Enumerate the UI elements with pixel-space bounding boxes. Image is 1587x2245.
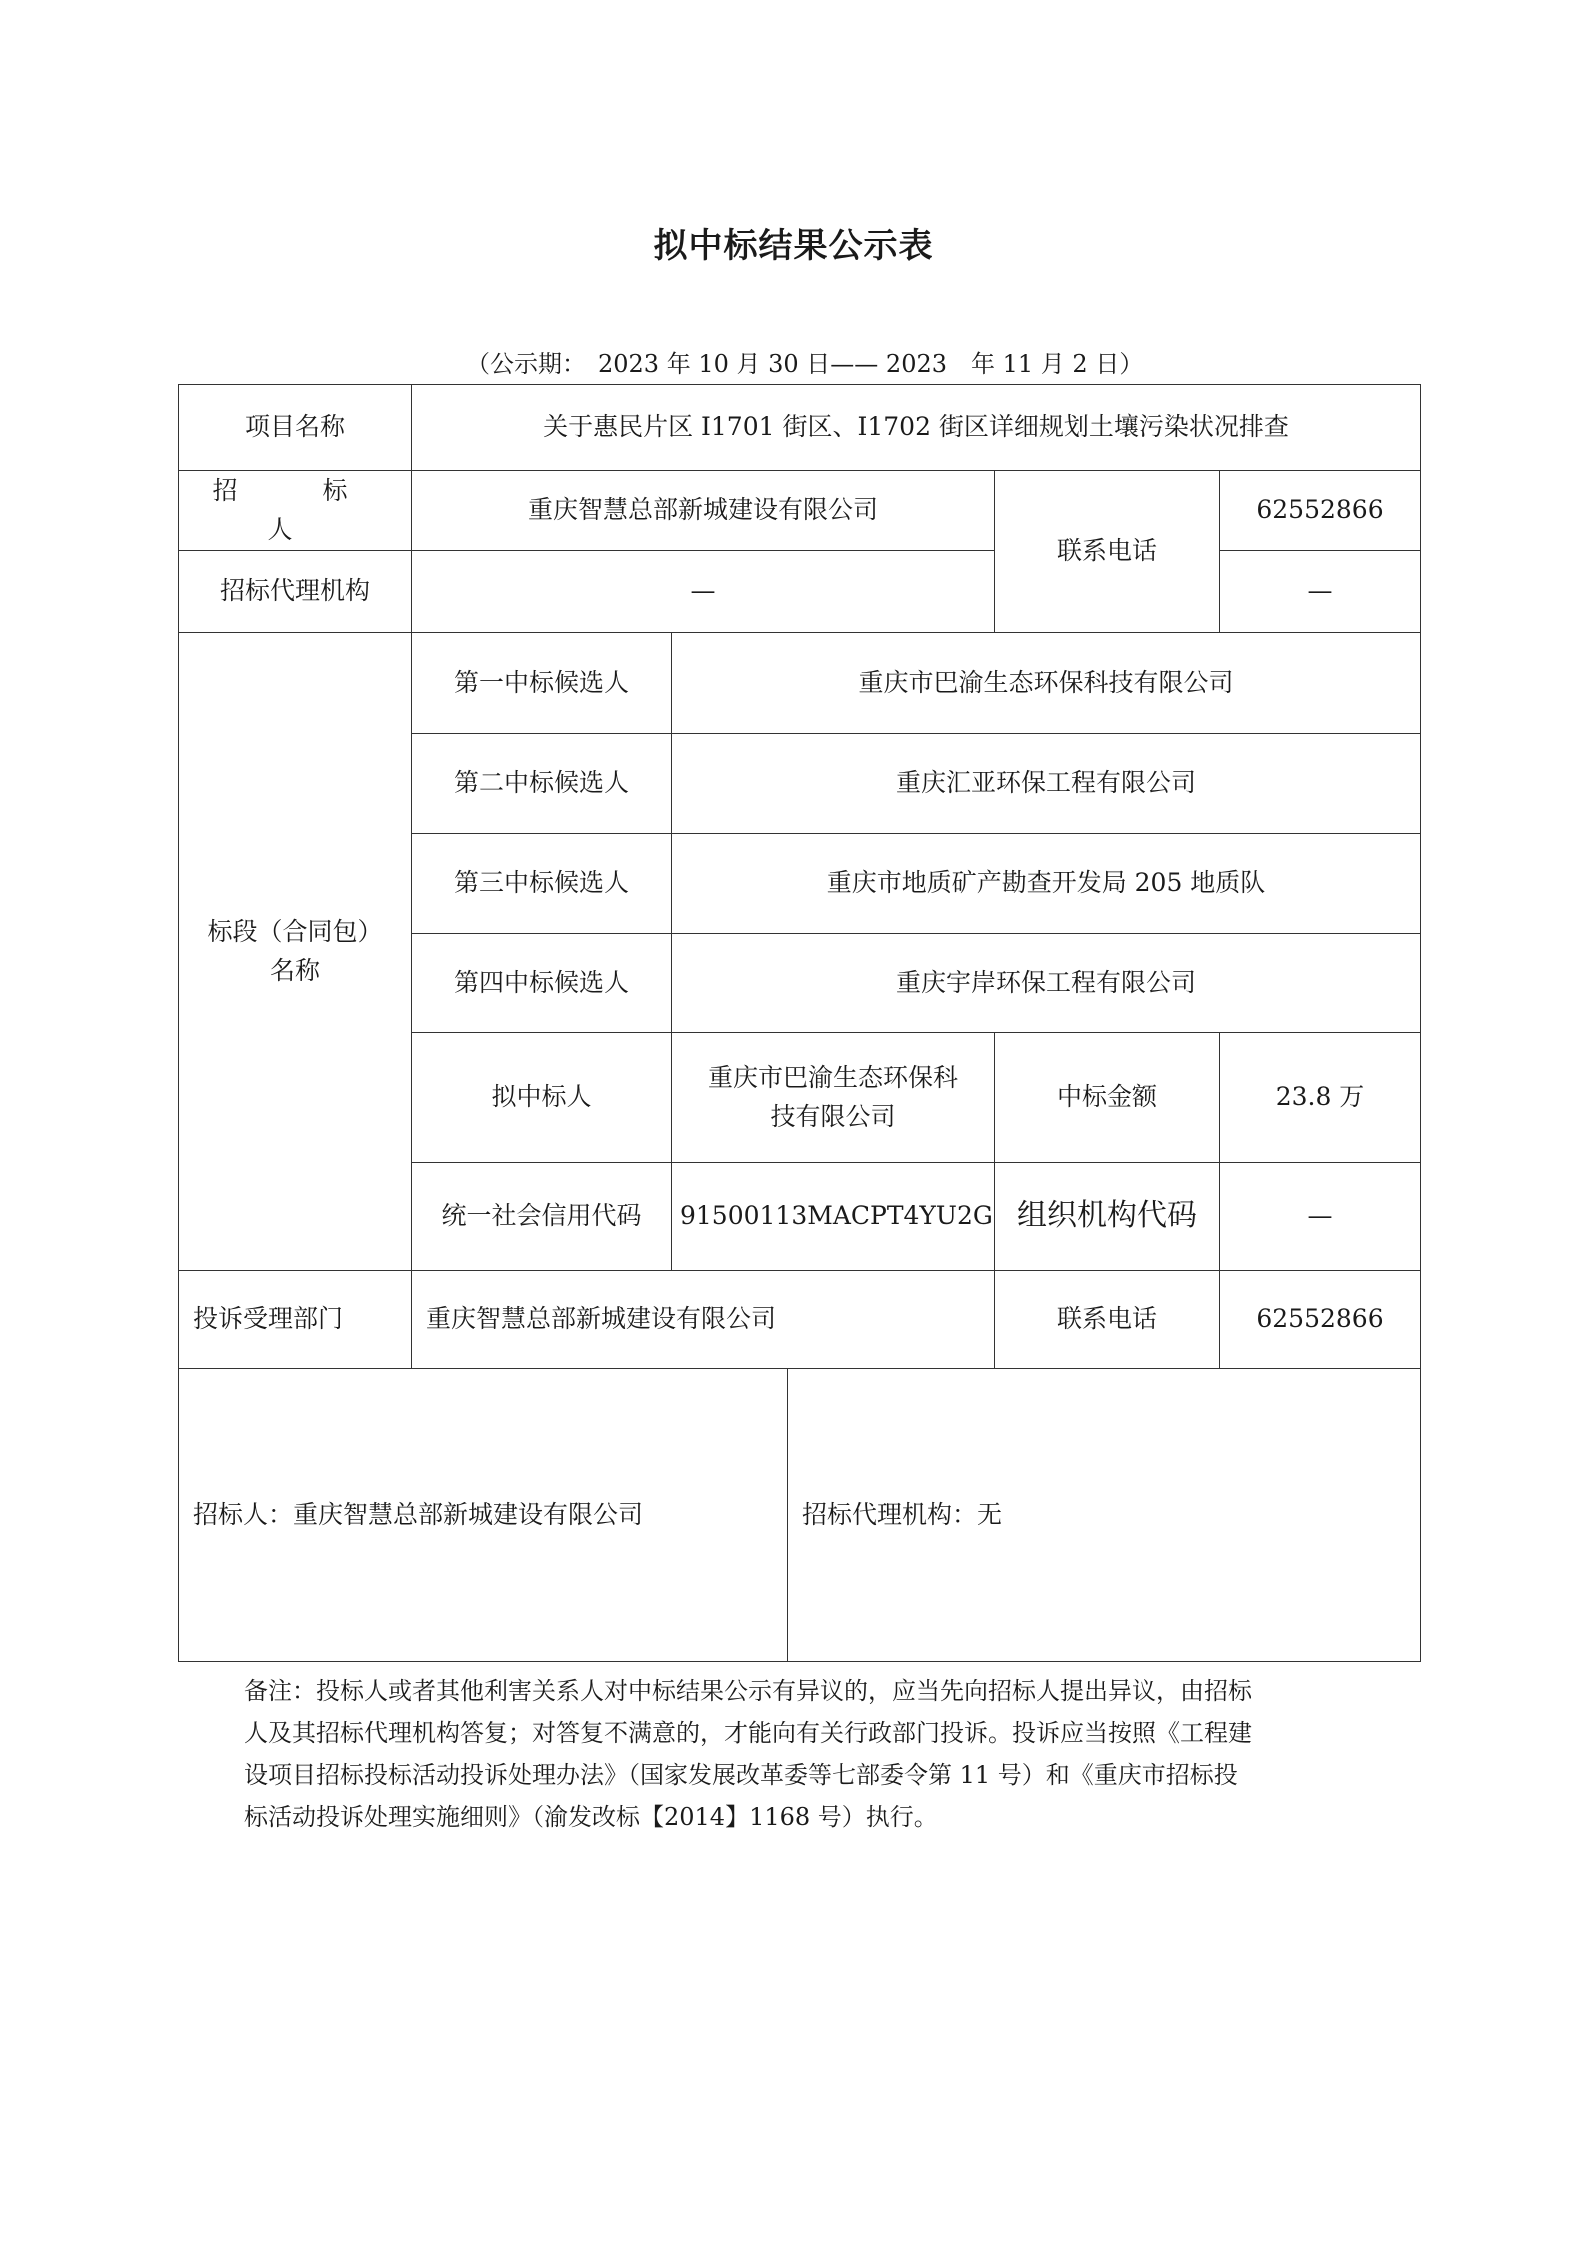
agency-phone: —: [1220, 551, 1421, 633]
candidate-name: 重庆汇亚环保工程有限公司: [672, 734, 1421, 834]
candidate-label: 第一中标候选人: [412, 633, 672, 734]
project-row: [179, 385, 1421, 471]
complaint-phone-label: 联系电话: [995, 1271, 1220, 1369]
remarks: [244, 1670, 1374, 1838]
page-title: 拟中标结果公示表: [653, 226, 934, 266]
agency-value: —: [412, 551, 995, 633]
sign-bidder: 招标人：重庆智慧总部新城建设有限公司: [179, 1369, 788, 1662]
org-code-value: —: [1220, 1163, 1421, 1271]
bidder-value: 重庆智慧总部新城建设有限公司: [412, 471, 995, 551]
remarks-line: 备注：投标人或者其他利害关系人对中标结果公示有异议的，应当先向招标人提出异议，由招标: [244, 1677, 1252, 1705]
complaint-label: 投诉受理部门: [179, 1271, 412, 1369]
agency-row: [179, 551, 1421, 633]
agency-label: 招标代理机构: [179, 551, 412, 633]
complaint-value: 重庆智慧总部新城建设有限公司: [412, 1271, 995, 1369]
signature-row: [179, 1369, 1421, 1662]
publicity-period: （公示期： 2023 年 10 月 30 日—— 2023 年 11 月 2 日）: [466, 350, 1144, 378]
remarks-line: 设项目招标投标活动投诉处理办法》（国家发展改革委等七部委令第 11 号）和《重庆市招标投: [244, 1761, 1238, 1789]
winner-value: 重庆市巴渝生态环保科 技有限公司: [672, 1033, 995, 1163]
candidate-label: 第二中标候选人: [412, 734, 672, 834]
winner-label: 拟中标人: [412, 1033, 672, 1163]
candidate-name: 重庆市巴渝生态环保科技有限公司: [672, 633, 1421, 734]
contact-phone-label: 联系电话: [995, 471, 1220, 633]
org-code-label: 组织机构代码: [995, 1163, 1220, 1271]
remarks-line: 人及其招标代理机构答复；对答复不满意的，才能向有关行政部门投诉。投诉应当按照《工程建: [244, 1719, 1252, 1747]
complaint-row: [179, 1271, 1421, 1369]
amount-label: 中标金额: [995, 1033, 1220, 1163]
sign-agency: 招标代理机构：无: [788, 1369, 1421, 1662]
bidder-phone: 62552866: [1220, 471, 1421, 551]
candidate-name: 重庆宇岸环保工程有限公司: [672, 934, 1421, 1033]
candidate-name: 重庆市地质矿产勘查开发局 205 地质队: [672, 834, 1421, 934]
project-value: 关于惠民片区 I1701 街区、I1702 街区详细规划土壤污染状况排查: [412, 385, 1421, 471]
candidate-label: 第三中标候选人: [412, 834, 672, 934]
amount-value: 23.8 万: [1220, 1033, 1421, 1163]
bidder-row: [179, 471, 1421, 551]
candidate-row: [179, 633, 1421, 734]
complaint-phone: 62552866: [1220, 1271, 1421, 1369]
project-label: 项目名称: [179, 385, 412, 471]
section-label: 标段（合同包） 名称: [179, 633, 412, 1271]
candidate-label: 第四中标候选人: [412, 934, 672, 1033]
credit-code-label: 统一社会信用代码: [412, 1163, 672, 1271]
result-table: [178, 384, 1421, 1662]
remarks-line: 标活动投诉处理实施细则》（渝发改标【2014】1168 号）执行。: [244, 1803, 938, 1831]
bidder-label: 招 标 人: [179, 471, 412, 551]
credit-code-value: 91500113MACPT4YU2G: [672, 1163, 995, 1271]
